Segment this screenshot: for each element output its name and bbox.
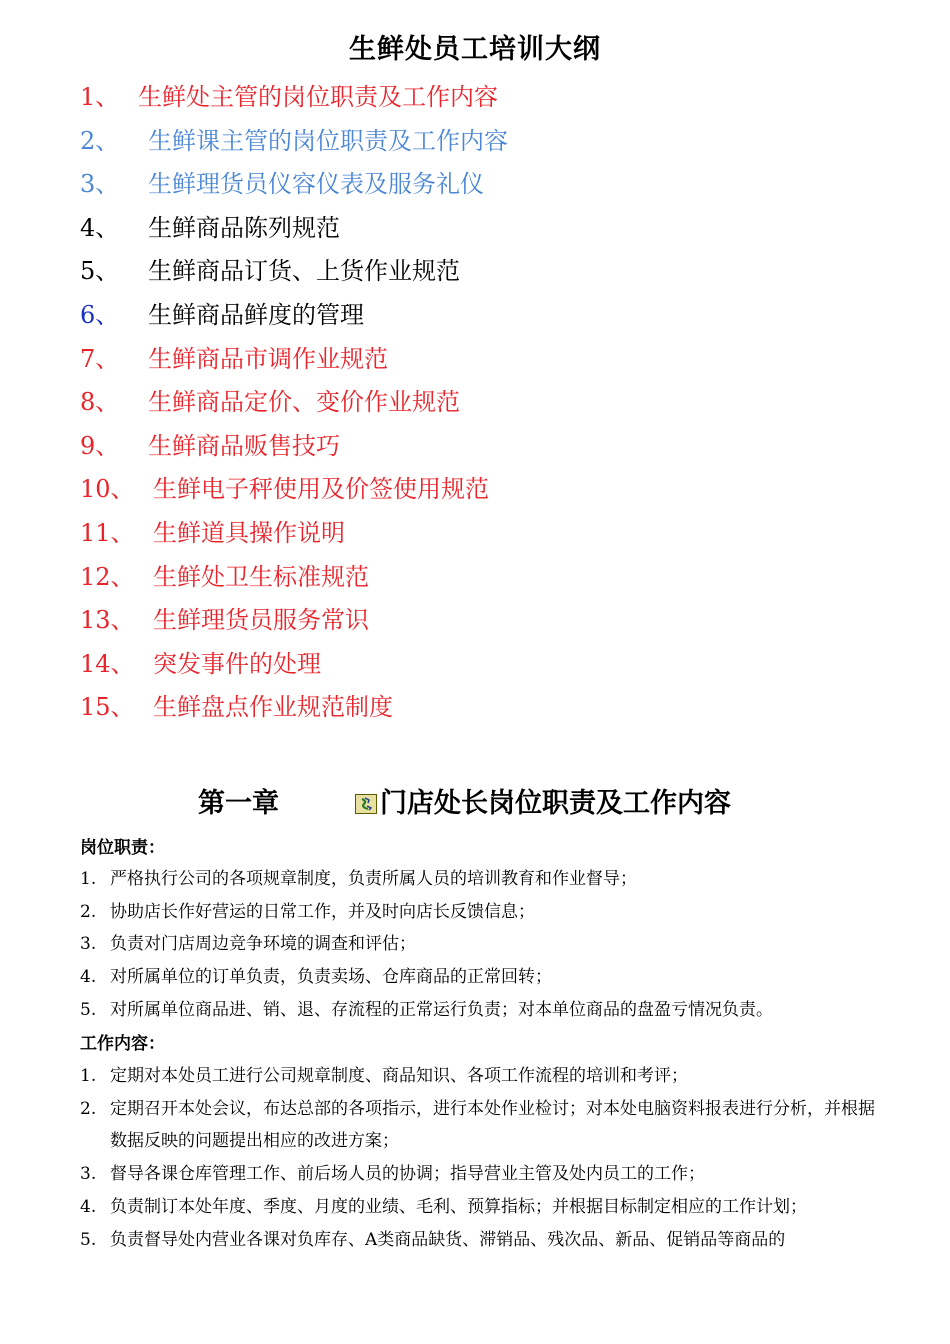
chapter-title: 门店处长岗位职责及工作内容 — [380, 788, 731, 819]
outline-item-text: 生鲜理货员仪容仪表及服务礼仪 — [148, 170, 484, 199]
outline-item-text: 生鲜理货员服务常识 — [153, 606, 369, 635]
list-item-number: 2. — [80, 1098, 97, 1119]
chapter-heading — [0, 782, 950, 826]
list-item-number: 2. — [80, 901, 97, 922]
outline-item-text: 生鲜盘点作业规范制度 — [153, 693, 393, 722]
outline-item — [80, 686, 900, 730]
outline-item — [80, 294, 900, 338]
duties-heading: 岗位职责： — [80, 838, 165, 858]
outline-item-number: 8、 — [80, 388, 120, 417]
outline-item-text: 生鲜处主管的岗位职责及工作内容 — [138, 83, 498, 111]
list-item — [80, 1093, 880, 1158]
outline-item-number: 7、 — [80, 344, 120, 373]
outline-item — [80, 207, 900, 251]
outline-item-text: 生鲜商品陈列规范 — [148, 213, 340, 242]
list-item-number: 5. — [80, 1229, 97, 1250]
outline-item-text: 生鲜道具操作说明 — [153, 518, 345, 547]
work-content-list — [80, 1060, 880, 1256]
list-item-text: 对所属单位商品进、销、退、存流程的正常运行负责；对本单位商品的盘盈亏情况负责。 — [110, 999, 773, 1020]
outline-item-number: 10、 — [80, 475, 135, 504]
outline-item-number: 3、 — [80, 170, 120, 199]
list-item-text: 协助店长作好营运的日常工作，并及时向店长反馈信息； — [110, 901, 535, 922]
document-title: 生鲜处员工培训大纲 — [349, 34, 601, 65]
outline-item-number: 14、 — [80, 649, 135, 678]
list-item — [80, 863, 880, 896]
list-item — [80, 896, 880, 929]
list-item — [80, 1224, 880, 1257]
outline-item-number: 13、 — [80, 606, 135, 635]
list-item-text: 督导各课仓库管理工作、前后场人员的协调；指导营业主管及处内员工的工作； — [110, 1164, 705, 1185]
list-item-text: 定期召开本处会议，布达总部的各项指示，进行本处作业检讨；对本处电脑资料报表进行分析，并根据数据反映的问题提出相应的改进方案； — [110, 1098, 875, 1152]
list-item-number: 3. — [80, 934, 97, 955]
list-item-number: 4. — [80, 1196, 97, 1217]
list-item — [80, 928, 880, 961]
work-heading: 工作内容： — [80, 1034, 165, 1054]
outline-item — [80, 76, 900, 120]
training-outline-list — [80, 76, 900, 730]
outline-item — [80, 250, 900, 294]
list-item-number: 4. — [80, 967, 97, 988]
outline-item — [80, 512, 900, 556]
outline-item-number: 2、 — [80, 126, 120, 155]
outline-item — [80, 381, 900, 425]
list-item — [80, 961, 880, 994]
outline-item — [80, 599, 900, 643]
list-item-number: 5. — [80, 999, 97, 1020]
list-item — [80, 994, 880, 1027]
outline-item-number: 6、 — [80, 300, 120, 329]
outline-item-text: 生鲜商品市调作业规范 — [148, 344, 388, 373]
outline-item-text: 生鲜课主管的岗位职责及工作内容 — [148, 126, 508, 155]
list-item-number: 1. — [80, 1066, 97, 1086]
list-item — [80, 1191, 880, 1224]
outline-item — [80, 468, 900, 512]
outline-item-text: 突发事件的处理 — [153, 649, 321, 678]
list-item-text: 负责对门店周边竞争环境的调查和评估； — [110, 934, 416, 955]
outline-item-number: 4、 — [80, 213, 120, 242]
outline-item-number: 15、 — [80, 693, 135, 722]
outline-item-text: 生鲜商品鲜度的管理 — [148, 300, 364, 329]
outline-item — [80, 163, 900, 207]
outline-item-text: 生鲜处卫生标准规范 — [153, 562, 369, 591]
outline-item — [80, 556, 900, 600]
list-item-text: 对所属单位的订单负责，负责卖场、仓库商品的正常回转； — [110, 967, 552, 988]
outline-item-number: 5、 — [80, 257, 120, 286]
outline-item-text: 生鲜商品订货、上货作业规范 — [148, 257, 460, 286]
outline-item-number: 9、 — [80, 431, 120, 460]
outline-item-number: 1、 — [80, 83, 120, 111]
chapter-label: 第一章 — [198, 788, 279, 819]
outline-item — [80, 338, 900, 382]
outline-item-text: 生鲜电子秤使用及价签使用规范 — [153, 475, 489, 504]
list-item-number: 1. — [80, 869, 97, 889]
list-item — [80, 1158, 880, 1191]
list-item-text: 定期对本处员工进行公司规章制度、商品知识、各项工作流程的培训和考评； — [110, 1066, 688, 1086]
list-item-text: 负责督导处内营业各课对负库存、A类商品缺货、滞销品、残次品、新品、促销品等商品的 — [110, 1229, 786, 1250]
outline-item — [80, 120, 900, 164]
duties-list — [80, 863, 880, 1027]
outline-item — [80, 643, 900, 687]
outline-item-text: 生鲜商品定价、变价作业规范 — [148, 388, 460, 417]
outline-item-text: 生鲜商品贩售技巧 — [148, 431, 340, 460]
outline-item-number: 12、 — [80, 562, 135, 591]
list-item — [80, 1060, 880, 1093]
outline-item — [80, 425, 900, 469]
document-link-icon[interactable] — [355, 794, 377, 814]
list-item-text: 严格执行公司的各项规章制度，负责所属人员的培训教育和作业督导； — [110, 869, 637, 889]
list-item-number: 3. — [80, 1164, 97, 1185]
list-item-text: 负责制订本处年度、季度、月度的业绩、毛利、预算指标；并根据目标制定相应的工作计划； — [110, 1196, 807, 1217]
outline-item-number: 11、 — [80, 518, 135, 547]
